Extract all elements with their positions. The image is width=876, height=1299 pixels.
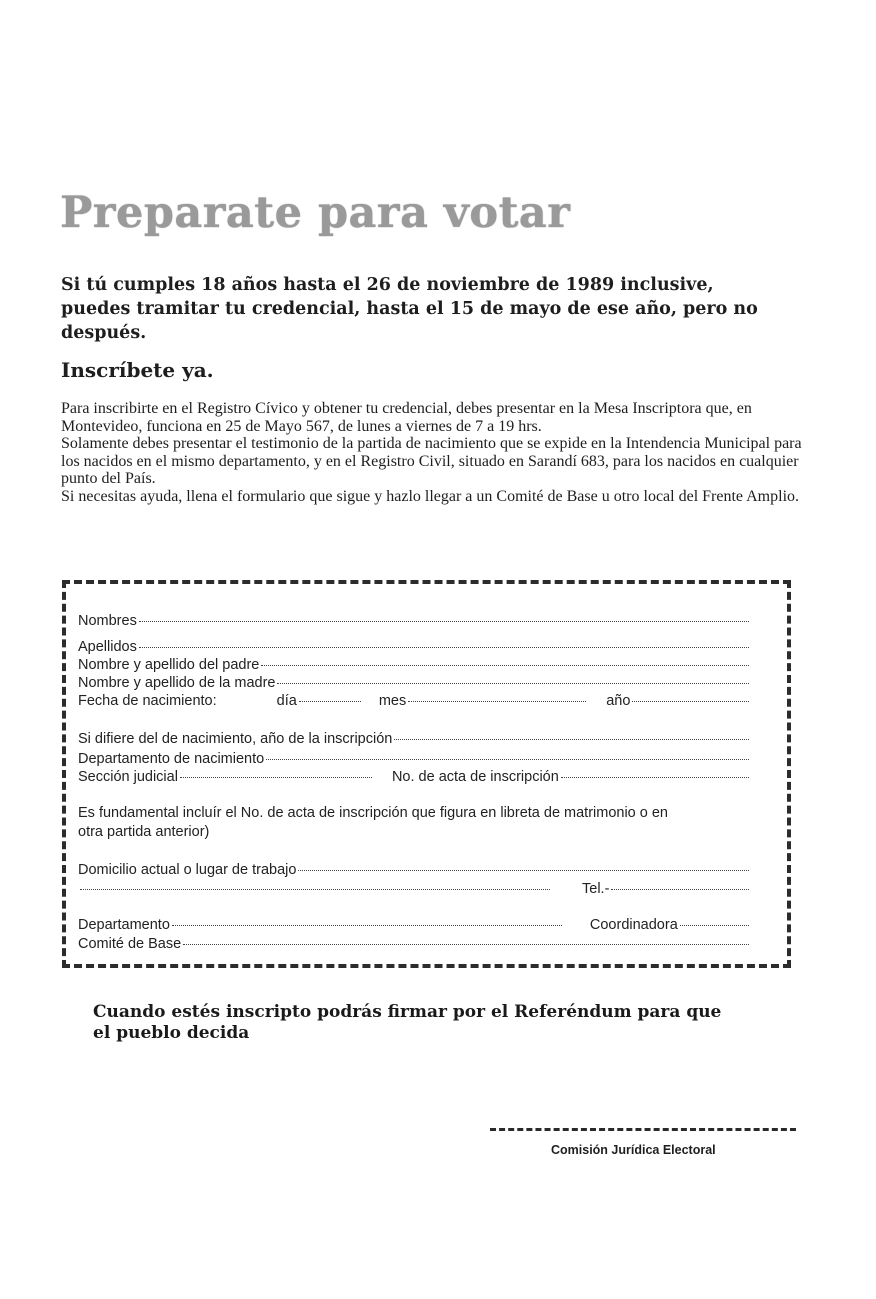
- field-comite[interactable]: [78, 935, 751, 954]
- field-label: Si difiere del de nacimiento, año de la inscripción: [78, 731, 393, 747]
- closing-text: Cuando estés inscripto podrás firmar por el Referéndum para que el pueblo decida: [93, 1002, 722, 1043]
- field-departamento[interactable]: [78, 916, 751, 935]
- fill-line[interactable]: [277, 683, 749, 684]
- fill-line-coordinadora[interactable]: [680, 925, 749, 926]
- body-paragraph-registro: Para inscribirte en el Registro Cívico y obtener tu credencial, debes presentar en la Mesa Inscriptora que, en Montevideo, funciona en 25 de Mayo 567, de lunes a viernes de 7 a 19 hrs.: [61, 400, 752, 435]
- fill-line-acta[interactable]: [561, 777, 749, 778]
- field-label-tel: Tel.-: [582, 881, 610, 897]
- field-seccion-judicial[interactable]: [78, 768, 751, 787]
- fill-line-domicilio-2[interactable]: [80, 889, 550, 890]
- field-domicilio-cont[interactable]: [78, 880, 751, 899]
- fill-line-dia[interactable]: [299, 701, 361, 702]
- signature-line: [490, 1128, 796, 1131]
- field-label: Nombre y apellido del padre: [78, 657, 260, 673]
- field-label: Nombre y apellido de la madre: [78, 675, 276, 691]
- fill-line[interactable]: [139, 647, 749, 648]
- field-domicilio[interactable]: [78, 861, 751, 880]
- body-paragraph-ayuda: Si necesitas ayuda, llena el formulario que sigue y hazlo llegar a un Comité de Base u otro local del Frente Amplio.: [61, 487, 800, 505]
- field-nombres[interactable]: [78, 612, 751, 631]
- field-label-acta: No. de acta de inscripción: [391, 769, 559, 785]
- fill-line[interactable]: [394, 739, 749, 740]
- field-label: Departamento de nacimiento: [78, 751, 265, 767]
- signature-caption: Comisión Jurídica Electoral: [551, 1143, 716, 1157]
- fill-line-departamento[interactable]: [172, 925, 562, 926]
- field-anio-inscripcion[interactable]: [78, 730, 751, 749]
- fill-line-anio[interactable]: [632, 701, 749, 702]
- field-departamento-nacimiento[interactable]: [78, 750, 751, 769]
- field-label-anio: año: [606, 693, 631, 709]
- fill-line[interactable]: [298, 870, 749, 871]
- field-apellidos[interactable]: [78, 638, 751, 657]
- field-label-dia: día: [276, 693, 297, 709]
- field-label: Nombres: [78, 613, 137, 629]
- acta-note: Es fundamental incluír el No. de acta de inscripción que figura en libreta de matrimonio o en otra partida anterior): [78, 805, 668, 840]
- field-label: Domicilio actual o lugar de trabajo: [78, 862, 297, 878]
- page-title: Preparate para votar: [60, 188, 571, 238]
- field-label: Apellidos: [78, 639, 137, 655]
- field-madre[interactable]: [78, 674, 751, 693]
- fill-line[interactable]: [266, 759, 749, 760]
- field-label: Fecha de nacimiento:: [78, 693, 217, 709]
- field-label: Comité de Base: [78, 936, 182, 952]
- field-label-coordinadora: Coordinadora: [589, 917, 678, 933]
- body-paragraph-testimonio: Solamente debes presentar el testimonio de la partida de nacimiento que se expide en la Intendencia Municipal para los nacidos en el mismo departamento, y en el Registro Civil, situado en Sarandí 683, para los nacidos en cualquier punto del País.: [61, 435, 802, 487]
- fill-line-seccion[interactable]: [180, 777, 372, 778]
- intro-text: Si tú cumples 18 años hasta el 26 de noviembre de 1989 inclusive, puedes tramitar tu credencial, hasta el 15 de mayo de ese año, pero no después.: [61, 275, 758, 343]
- field-label: Sección judicial: [78, 769, 178, 785]
- body-text: [61, 400, 813, 505]
- fill-line-tel[interactable]: [611, 889, 749, 890]
- fill-line[interactable]: [261, 665, 749, 666]
- field-fecha-nacimiento[interactable]: [78, 692, 751, 711]
- subtitle: Inscríbete ya.: [61, 358, 214, 382]
- registration-form: [62, 580, 791, 968]
- fill-line[interactable]: [183, 944, 749, 945]
- field-label: Departamento: [78, 917, 170, 933]
- fill-line-mes[interactable]: [408, 701, 586, 702]
- field-padre[interactable]: [78, 656, 751, 675]
- field-label-mes: mes: [378, 693, 407, 709]
- fill-line[interactable]: [139, 621, 749, 622]
